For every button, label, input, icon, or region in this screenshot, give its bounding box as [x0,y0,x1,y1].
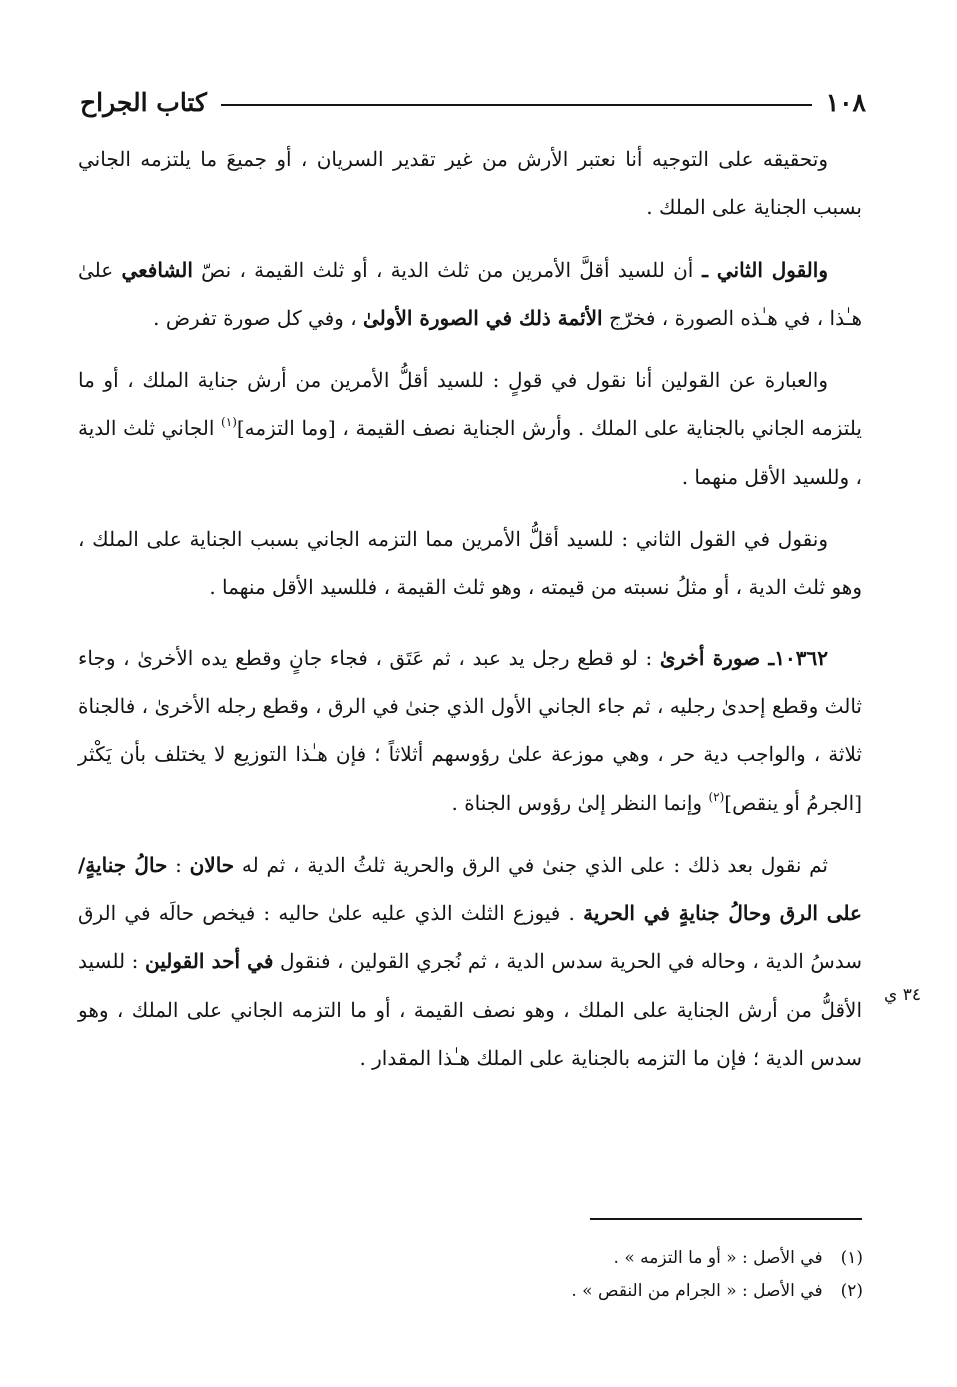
footnote-item [420,1242,863,1275]
text-run: ونقول في القول الثاني : للسيد أقلُّ الأمرين مما التزمه الجاني بسبب الجناية على الملك ، وهو ثلث الدية ، أو مثلُ نسبته من قيمته ، وهو ثلث القيمة ، فللسيد الأقل منهما . [78,527,862,600]
paragraph [78,515,862,612]
text-run: وإنما النظر إلىٰ رؤوس الجناة . [451,790,709,815]
bold-text: حالان [189,852,235,877]
bold-text: الأئمة ذلك في الصورة الأولىٰ [363,305,603,330]
paragraph [78,246,862,343]
paragraph [78,841,862,1082]
footnote-number: (٢) [840,1281,863,1301]
bold-text: الشافعي [121,257,193,282]
text-run: الجاني ثلث الدية ، وللسيد الأقل منهما . [78,416,862,489]
text-run: علىٰ هـٰذا ، في هـٰذه الصورة ، فخرّج [78,257,862,330]
bold-text: ١٠٣٦٢ـ صورة أخرىٰ [659,645,828,670]
paragraph [78,135,862,232]
footnote-text: في الأصل : « الجرام من النقص » . [571,1281,823,1301]
book-title: كتاب الجراح [80,87,207,117]
text-run: ، وفي كل صورة تفرض . [153,305,364,330]
text-run: وتحقيقه على التوجيه أنا نعتبر الأرش من غير تقدير السريان ، أو جميعَ ما يلتزمه الجاني بسبب الجناية على الملك . [78,147,862,220]
text-run: : للسيد الأقلُّ من أرش الجناية على الملك ، وهو نصف القيمة ، أو ما التزمه الجاني على الملك ، وهو سدس الدية ؛ فإن ما التزمه بالجناية على الملك هـٰذا المقدار . [78,949,862,1071]
paragraph [78,634,862,827]
text-run: . فيوزع الثلث الذي عليه علىٰ حاليه : فيخص حالَه في الرق سدسُ الدية ، وحاله في الحرية سدس الدية ، ثم نُجري القولين ، فنقول [78,901,863,974]
text-run: أن للسيد أقلَّ الأمرين من ثلث الدية ، أو ثلث القيمة ، نصّ [192,257,694,282]
page-header [80,82,866,122]
footnote-item [420,1275,863,1308]
page-number: ١٠٨ [825,87,866,117]
text-run: ثم نقول بعد ذلك : على الذي جنىٰ في الرق والحرية ثلثُ الدية ، ثم له [234,852,828,877]
footnote-text: في الأصل : « أو ما التزمه » . [613,1248,823,1268]
main-text [78,135,862,1082]
text-run: والعبارة عن القولين أنا نقول في قولٍ : للسيد أقلُّ الأمرين من أرش جناية الملك ، أو ما يلتزمه الجاني بالجناية على الملك . وأرش الجناية نصف القيمة ، [وما التزمه] [78,368,862,441]
footnotes [420,1242,863,1308]
bold-text: والقول الثاني ـ [693,257,828,282]
text-run: : [167,852,190,877]
footnote-reference: (١) [221,415,237,430]
margin-page-reference: ٣٤ ي [884,985,921,1005]
header-rule [221,104,812,106]
paragraph [78,356,862,501]
footnote-separator [590,1218,862,1220]
bold-text: حالُ جنايةٍ/ على الرق وحالُ جنايةٍ في الحرية [78,852,862,926]
footnote-reference: (٢) [708,789,725,804]
bold-text: في أحد القولين [144,949,274,974]
text-run: : لو قطع رجل يد عبد ، ثم عَتَق ، فجاء جانٍ وقطع يده الأخرىٰ ، وجاء ثالث وقطع إحدىٰ رجليه ، ثم جاء الجاني الأول الذي جنىٰ في الرق ، وقطع رجله الأخرىٰ ، فالجناة ثلاثة ، والواجب دية حر ، وهي موزعة علىٰ رؤوسهم أثلاثاً ؛ فإن هـٰذا التوزيع لا يختلف بأن يَكْثر [الجرمُ أو ينقص] [78,645,862,815]
footnote-number: (١) [840,1248,863,1268]
